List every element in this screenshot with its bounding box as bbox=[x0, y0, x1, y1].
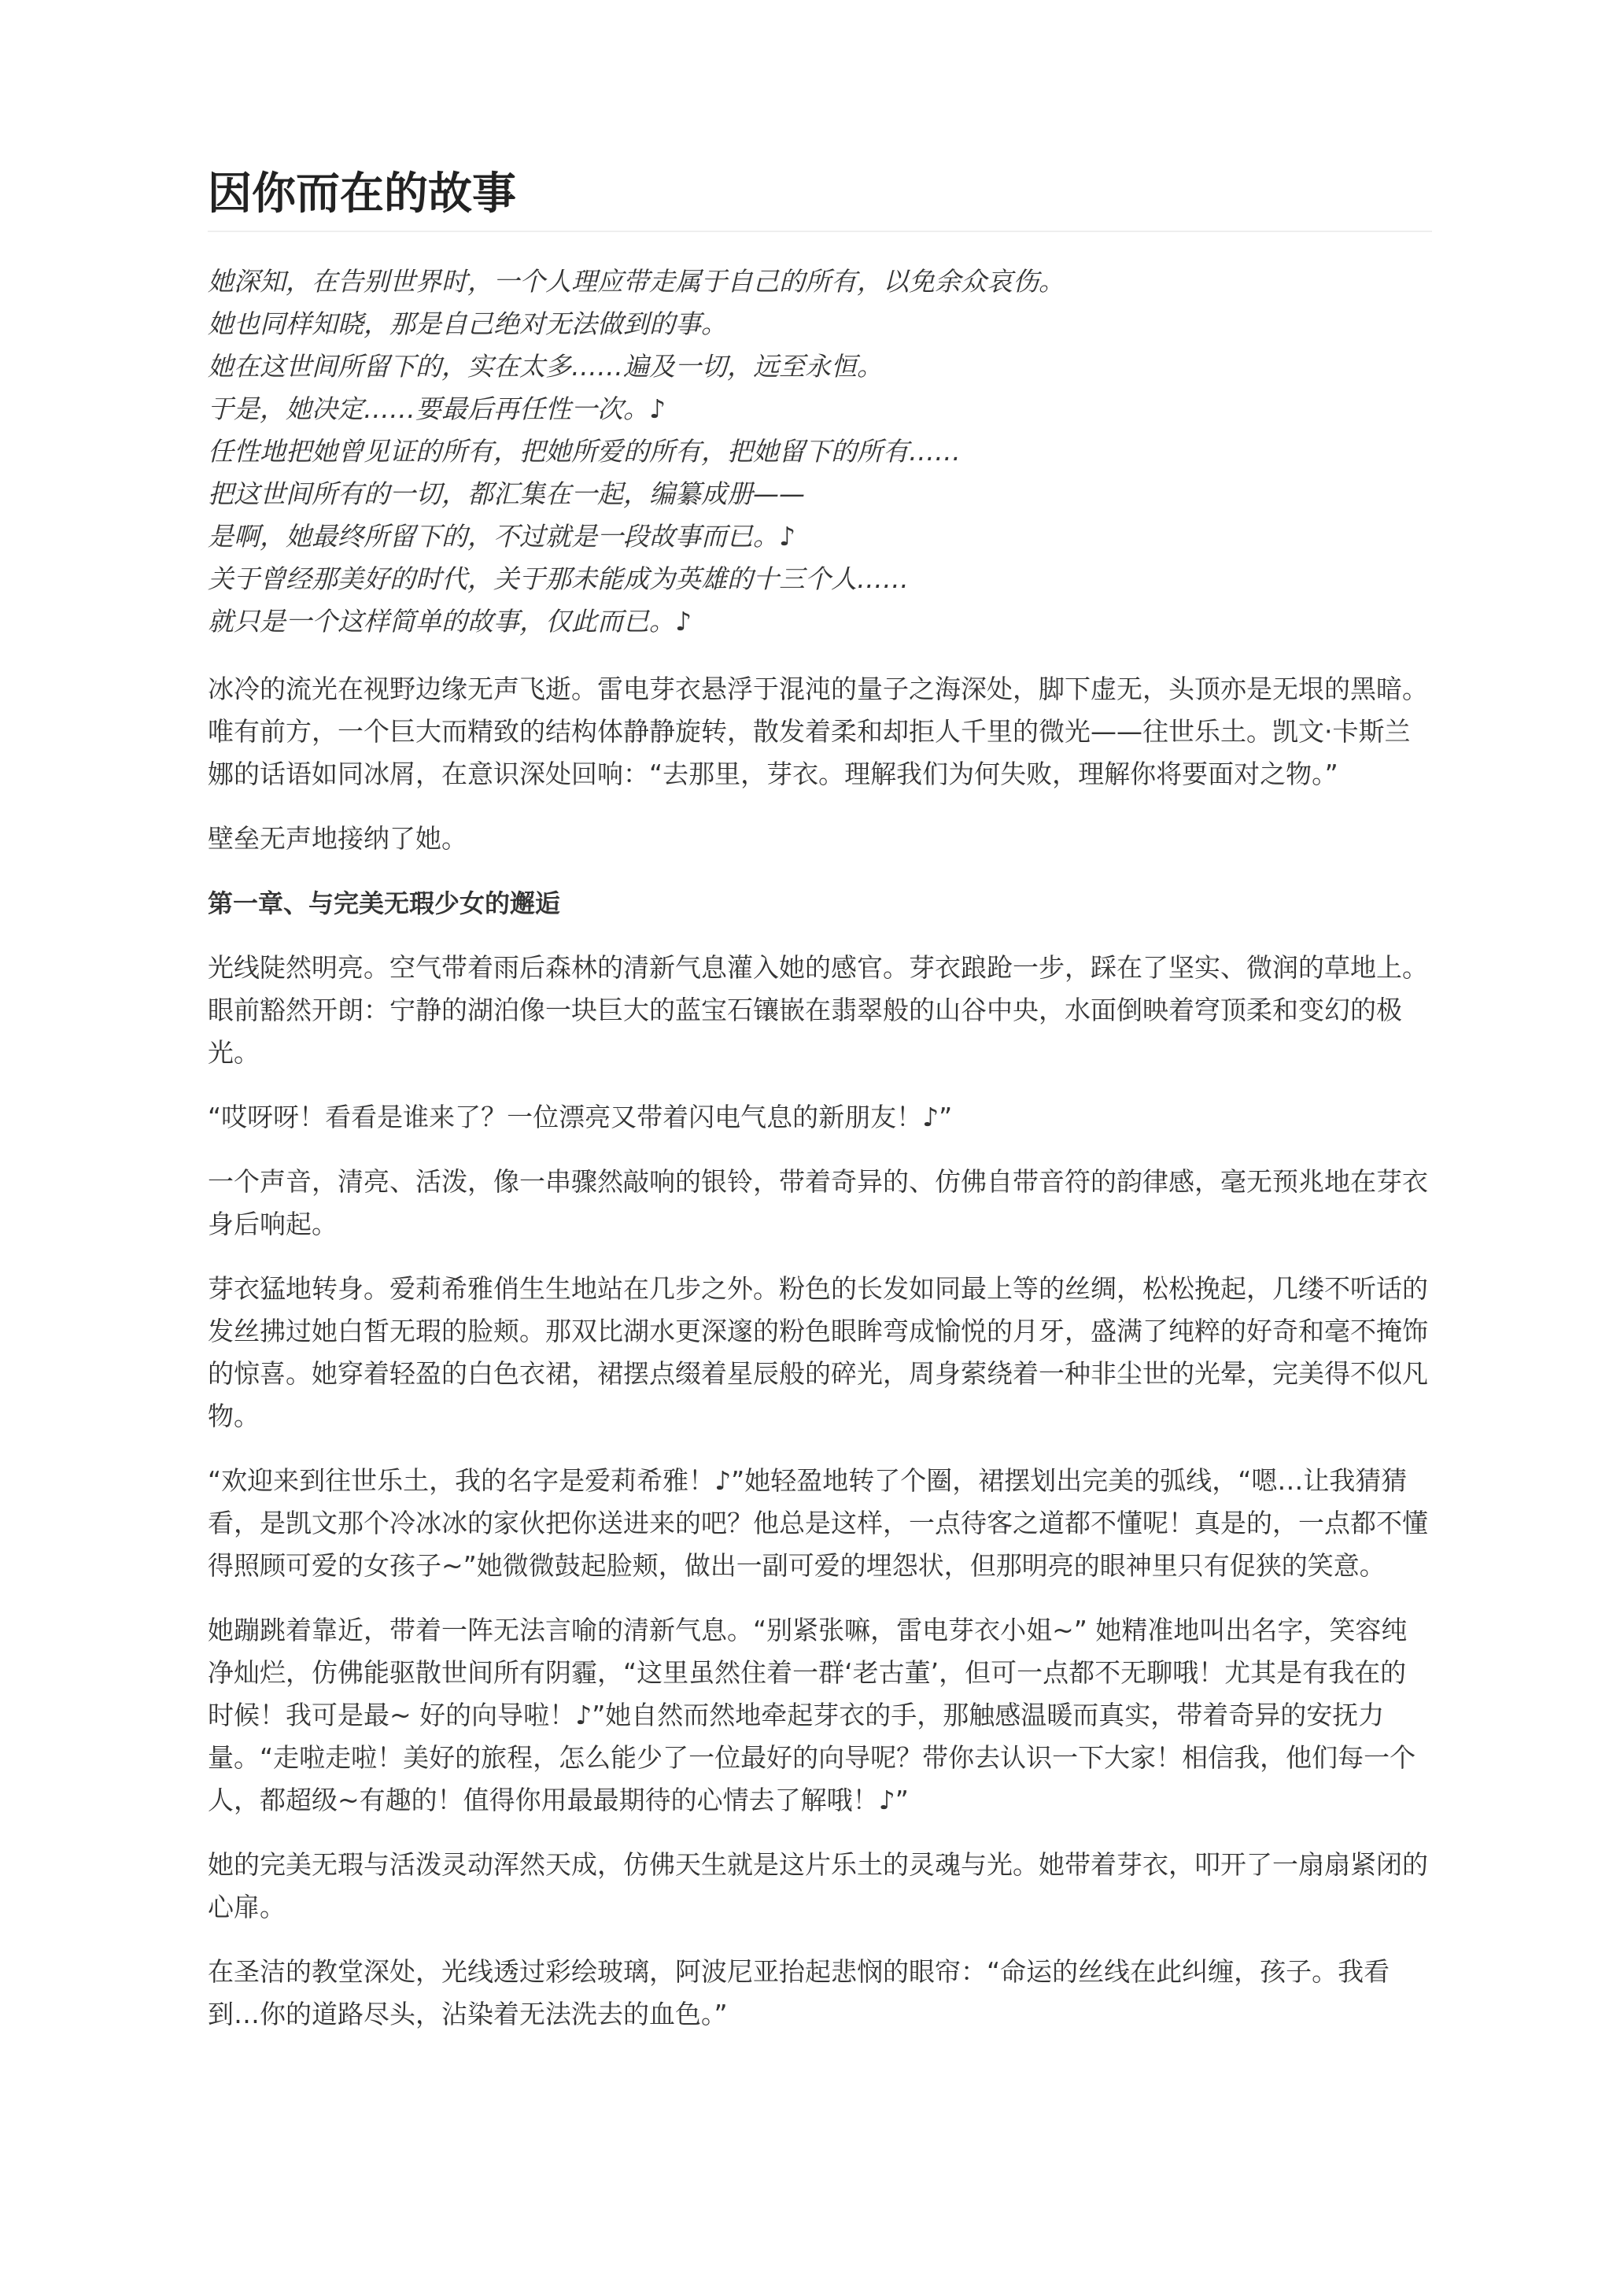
chapter-paragraph: 光线陡然明亮。空气带着雨后森林的清新气息灌入她的感官。芽衣踉跄一步，踩在了坚实、微润的草地上。眼前豁然开朗：宁静的湖泊像一块巨大的蓝宝石镶嵌在翡翠般的山谷中央，水面倒映着穹顶柔和变幻的极光。 bbox=[208, 952, 1428, 1068]
document-page bbox=[208, 161, 1432, 2036]
poem-line: 就只是一个这样简单的故事，仅此而已。♪ bbox=[208, 606, 692, 637]
poem-line: 关于曾经那美好的时代，关于那未能成为英雄的十三个人…… bbox=[208, 563, 909, 594]
chapter-paragraph: 芽衣猛地转身。爱莉希雅俏生生地站在几步之外。粉色的长发如同最上等的丝绸，松松挽起，几缕不听话的发丝拂过她白皙无瑕的脸颊。那双比湖水更深邃的粉色眼眸弯成愉悦的月牙，盛满了纯粹的好奇和毫不掩饰的惊喜。她穿着轻盈的白色衣裙，裙摆点缀着星辰般的碎光，周身萦绕着一种非尘世的光晕，完美得不似凡物。 bbox=[208, 1273, 1428, 1431]
poem-line: 任性地把她曾见证的所有，把她所爱的所有，把她留下的所有…… bbox=[208, 436, 961, 467]
epigraph-poem bbox=[208, 260, 1432, 643]
chapter-paragraph: 她的完美无瑕与活泼灵动浑然天成，仿佛天生就是这片乐土的灵魂与光。她带着芽衣，叩开了一扇扇紧闭的心扉。 bbox=[208, 1849, 1428, 1922]
chapter-paragraph: 她蹦跳着靠近，带着一阵无法言喻的清新气息。“别紧张嘛，雷电芽衣小姐~” 她精准地叫出名字，笑容纯净灿烂，仿佛能驱散世间所有阴霾，“这里虽然住着一群‘老古董’，但可一点都不无聊哦！尤其是有我在的时候！我可是最~ 好的向导啦！♪”她自然而然地牵起芽衣的手，那触感温暖而真实，带着奇异的安抚力量。“走啦走啦！美好的旅程，怎么能少了一位最好的向导呢？带你去认识一下大家！相信我，他们每一个人，都超级~有趣的！值得你用最最期待的心情去了解哦！♪” bbox=[208, 1615, 1416, 1815]
chapter-paragraph: 一个声音，清亮、活泼，像一串骤然敲响的银铃，带着奇异的、仿佛自带音符的韵律感，毫无预兆地在芽衣身后响起。 bbox=[208, 1166, 1428, 1239]
poem-line: 她在这世间所留下的，实在太多……遍及一切，远至永恒。 bbox=[208, 351, 883, 382]
page-title: 因你而在的故事 bbox=[208, 161, 1432, 232]
chapter-paragraph: 在圣洁的教堂深处，光线透过彩绘玻璃，阿波尼亚抬起悲悯的眼帘：“命运的丝线在此纠缠，孩子。我看到…你的道路尽头，沾染着无法洗去的血色。” bbox=[208, 1956, 1390, 2029]
poem-line: 是啊，她最终所留下的，不过就是一段故事而已。♪ bbox=[208, 521, 796, 552]
poem-line: 她深知，在告别世界时，一个人理应带走属于自己的所有，以免余众哀伤。 bbox=[208, 266, 1065, 297]
chapter-heading: 第一章、与完美无瑕少女的邂逅 bbox=[208, 888, 561, 918]
intro-paragraph: 壁垒无声地接纳了她。 bbox=[208, 823, 467, 854]
poem-line: 把这世间所有的一切，都汇集在一起，编纂成册—— bbox=[208, 478, 805, 509]
intro-paragraph: 冰冷的流光在视野边缘无声飞逝。雷电芽衣悬浮于混沌的量子之海深处，脚下虚无，头顶亦是无垠的黑暗。唯有前方，一个巨大而精致的结构体静静旋转，散发着柔和却拒人千里的微光——往世乐土。凯文·卡斯兰娜的话语如同冰屑，在意识深处回响：“去那里，芽衣。理解我们为何失败，理解你将要面对之物。” bbox=[208, 674, 1428, 789]
chapter-paragraph: “哎呀呀！看看是谁来了？一位漂亮又带着闪电气息的新朋友！♪” bbox=[208, 1102, 953, 1132]
poem-line: 她也同样知晓，那是自己绝对无法做到的事。 bbox=[208, 308, 727, 339]
chapter-paragraph: “欢迎来到往世乐土，我的名字是爱莉希雅！♪”她轻盈地转了个圈，裙摆划出完美的弧线，“嗯…让我猜猜看，是凯文那个冷冰冰的家伙把你送进来的吧？他总是这样，一点待客之道都不懂呢！真是的，一点都不懂得照顾可爱的女孩子~”她微微鼓起脸颊，做出一副可爱的埋怨状，但那明亮的眼神里只有促狭的笑意。 bbox=[208, 1465, 1428, 1581]
poem-line: 于是，她决定……要最后再任性一次。♪ bbox=[208, 393, 666, 424]
